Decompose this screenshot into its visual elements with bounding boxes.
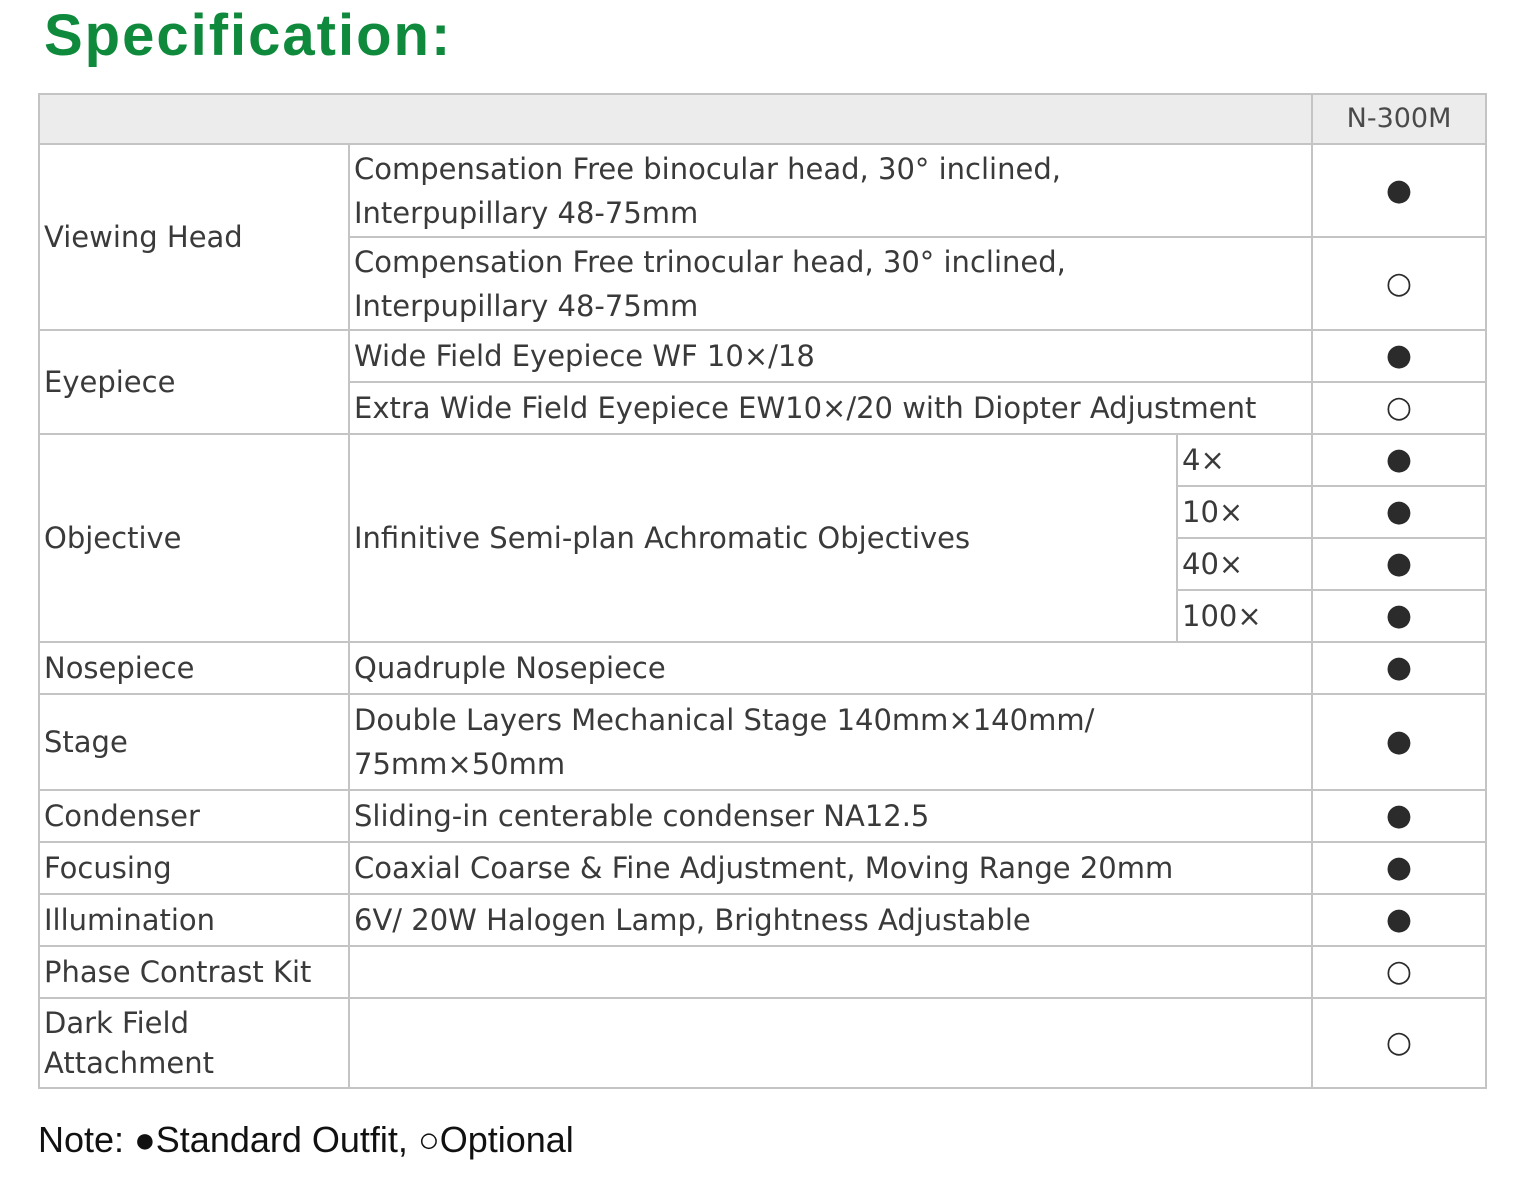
table-row xyxy=(39,330,1486,382)
standard-mark: ● xyxy=(1312,330,1486,382)
table-row xyxy=(39,998,1486,1088)
dark-field-label xyxy=(39,998,349,1088)
eyepiece-ew-desc: Extra Wide Field Eyepiece EW10×/20 with Diopter Adjustment xyxy=(349,382,1312,434)
table-row xyxy=(39,642,1486,694)
label-line: Dark Field xyxy=(44,1006,189,1040)
stage-label: Stage xyxy=(39,694,349,790)
table-row xyxy=(39,434,1486,486)
standard-mark: ● xyxy=(1312,642,1486,694)
desc-line: Interpupillary 48-75mm xyxy=(354,195,699,230)
table-row xyxy=(39,946,1486,998)
eyepiece-label: Eyepiece xyxy=(39,330,349,434)
table-row xyxy=(39,842,1486,894)
standard-mark: ● xyxy=(1312,144,1486,237)
page-title: Specification: xyxy=(44,3,453,68)
standard-symbol-icon: ● xyxy=(134,1119,156,1160)
objective-magnification: 10× xyxy=(1177,486,1312,538)
condenser-desc: Sliding-in centerable condenser NA12.5 xyxy=(349,790,1312,842)
phase-contrast-desc xyxy=(349,946,1312,998)
optional-mark: ○ xyxy=(1312,946,1486,998)
desc-line: Compensation Free binocular head, 30° inclined, xyxy=(354,151,1061,186)
optional-mark: ○ xyxy=(1312,382,1486,434)
desc-line: Interpupillary 48-75mm xyxy=(354,288,699,323)
optional-mark: ○ xyxy=(1312,998,1486,1088)
model-header: N-300M xyxy=(1312,94,1486,144)
standard-mark: ● xyxy=(1312,842,1486,894)
table-row xyxy=(39,694,1486,790)
objective-magnification: 100× xyxy=(1177,590,1312,642)
objective-label: Objective xyxy=(39,434,349,642)
standard-mark: ● xyxy=(1312,538,1486,590)
standard-mark: ● xyxy=(1312,486,1486,538)
optional-text: Optional xyxy=(439,1119,574,1160)
standard-mark: ● xyxy=(1312,694,1486,790)
standard-mark: ● xyxy=(1312,790,1486,842)
standard-mark: ● xyxy=(1312,894,1486,946)
desc-line: 75mm×50mm xyxy=(354,747,566,781)
phase-contrast-label: Phase Contrast Kit xyxy=(39,946,349,998)
table-row xyxy=(39,894,1486,946)
objective-desc: Infinitive Semi-plan Achromatic Objectives xyxy=(349,434,1177,642)
desc-line: Double Layers Mechanical Stage 140mm×140mm/ xyxy=(354,703,1095,737)
focusing-desc: Coaxial Coarse & Fine Adjustment, Moving Range 20mm xyxy=(349,842,1312,894)
viewing-head-trinocular-desc xyxy=(349,237,1312,330)
label-line: Attachment xyxy=(44,1046,215,1080)
viewing-head-label: Viewing Head xyxy=(39,144,349,330)
stage-desc xyxy=(349,694,1312,790)
optional-mark: ○ xyxy=(1312,237,1486,330)
objective-magnification: 40× xyxy=(1177,538,1312,590)
table-row xyxy=(39,144,1486,237)
specification-table xyxy=(38,93,1487,1089)
optional-symbol-icon: ○ xyxy=(417,1119,440,1160)
dark-field-desc xyxy=(349,998,1312,1088)
note-prefix: Note: xyxy=(38,1119,135,1160)
illumination-label: Illumination xyxy=(39,894,349,946)
eyepiece-wf-desc: Wide Field Eyepiece WF 10×/18 xyxy=(349,330,1312,382)
nosepiece-desc: Quadruple Nosepiece xyxy=(349,642,1312,694)
nosepiece-label: Nosepiece xyxy=(39,642,349,694)
legend-note xyxy=(38,1118,574,1162)
standard-mark: ● xyxy=(1312,590,1486,642)
illumination-desc: 6V/ 20W Halogen Lamp, Brightness Adjustable xyxy=(349,894,1312,946)
table-row xyxy=(39,790,1486,842)
header-blank-cell xyxy=(39,94,1312,144)
objective-magnification: 4× xyxy=(1177,434,1312,486)
viewing-head-binocular-desc xyxy=(349,144,1312,237)
condenser-label: Condenser xyxy=(39,790,349,842)
standard-text: Standard Outfit, xyxy=(155,1119,418,1160)
standard-mark: ● xyxy=(1312,434,1486,486)
focusing-label: Focusing xyxy=(39,842,349,894)
desc-line: Compensation Free trinocular head, 30° inclined, xyxy=(354,244,1066,279)
table-header-row xyxy=(39,94,1486,144)
